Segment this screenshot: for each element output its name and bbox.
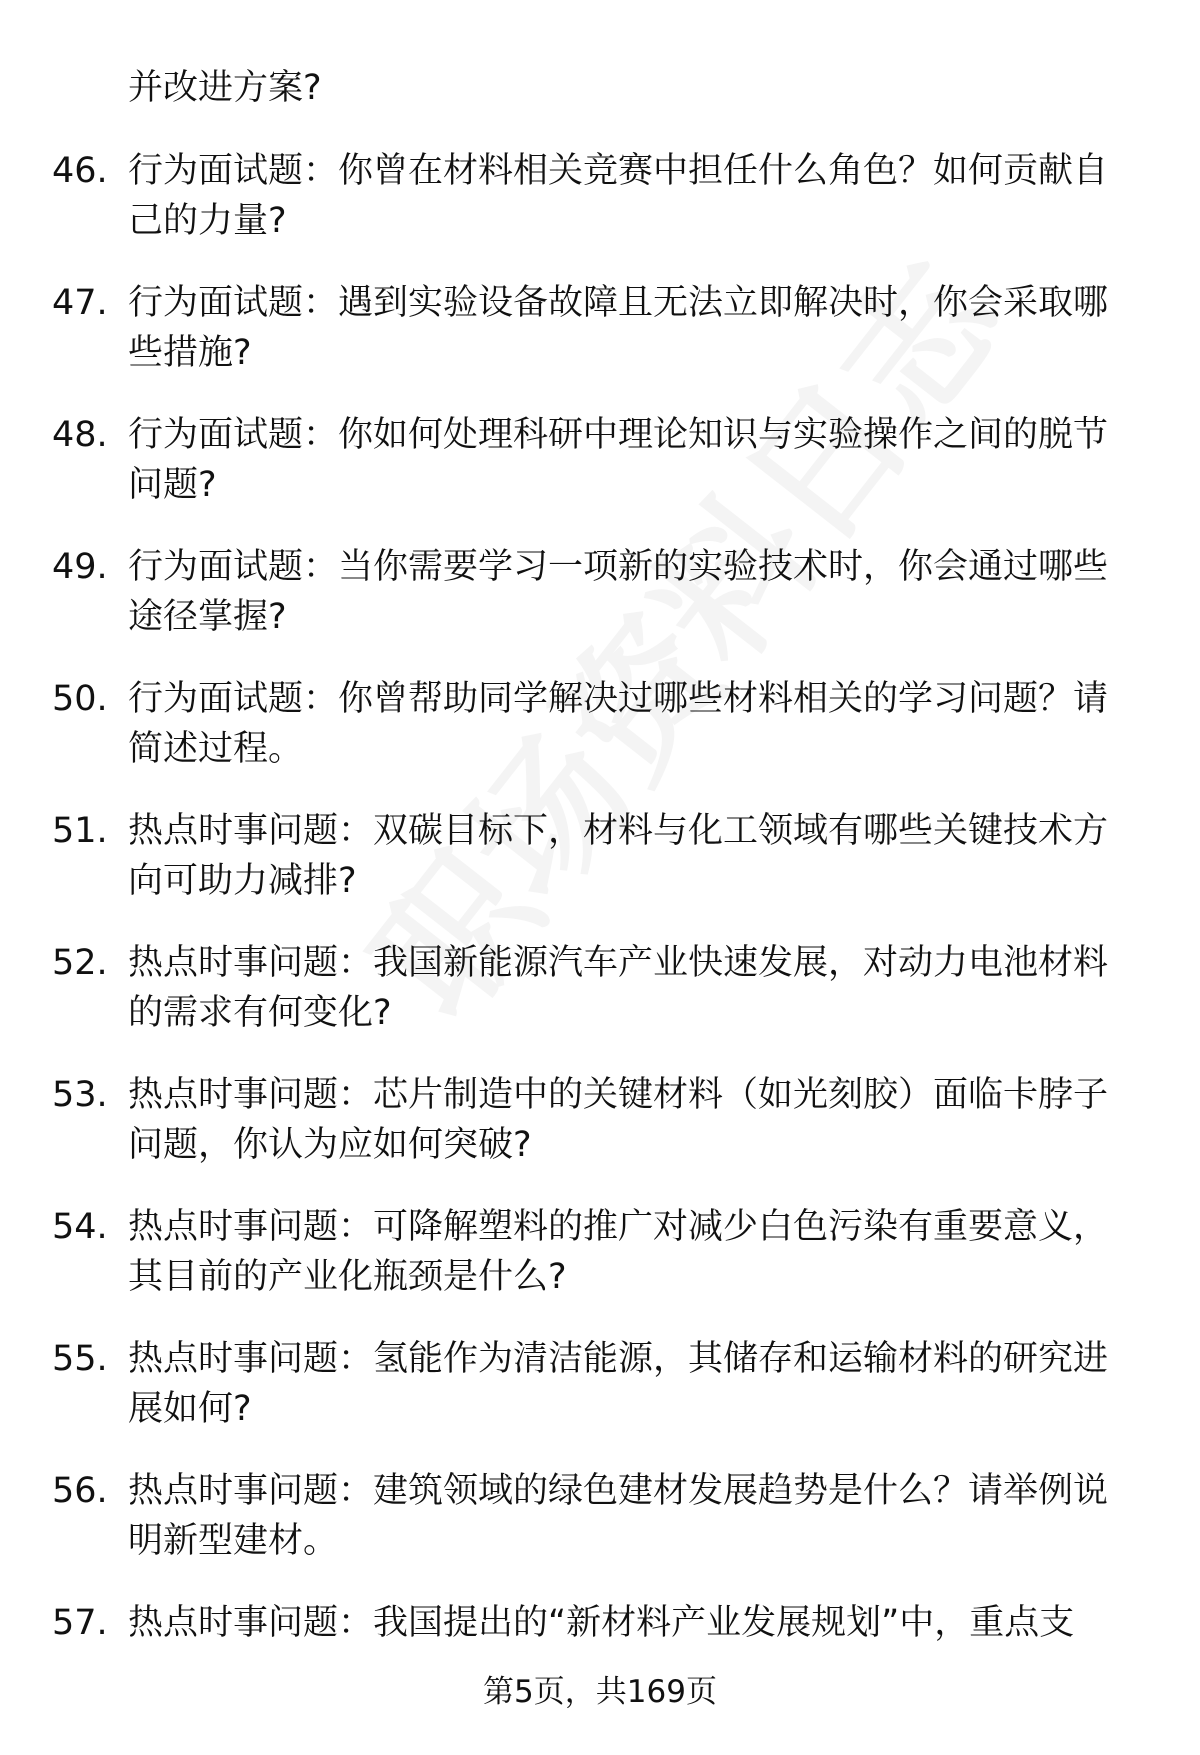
page-footer: 第5页，共169页 — [483, 1674, 717, 1710]
question-text: 热点时事问题：氢能作为清洁能源，其储存和运输材料的研究进展如何? — [128, 1339, 1109, 1429]
question-item — [0, 674, 1200, 774]
question-item — [0, 278, 1200, 378]
question-item — [0, 938, 1200, 1038]
question-number: 52. — [52, 943, 108, 983]
question-number: 53. — [52, 1075, 108, 1115]
question-number: 57. — [52, 1603, 108, 1643]
question-text: 行为面试题：你曾帮助同学解决过哪些材料相关的学习问题？请简述过程。 — [128, 679, 1109, 769]
question-number: 47. — [52, 283, 108, 323]
question-item — [0, 806, 1200, 906]
question-list — [0, 146, 1200, 1730]
question-number: 51. — [52, 811, 108, 851]
question-number: 55. — [52, 1339, 108, 1379]
question-number: 50. — [52, 679, 108, 719]
question-text: 行为面试题：你曾在材料相关竞赛中担任什么角色？如何贡献自己的力量? — [128, 151, 1109, 241]
question-item — [0, 146, 1200, 246]
question-item — [0, 1202, 1200, 1302]
question-text: 热点时事问题：可降解塑料的推广对减少白色污染有重要意义，其目前的产业化瓶颈是什么? — [128, 1207, 1109, 1297]
question-number: 54. — [52, 1207, 108, 1247]
question-text: 热点时事问题：双碳目标下，材料与化工领域有哪些关键技术方向可助力减排? — [128, 811, 1109, 901]
question-number: 48. — [52, 415, 108, 455]
question-text: 行为面试题：当你需要学习一项新的实验技术时，你会通过哪些途径掌握? — [128, 547, 1109, 637]
question-text: 行为面试题：遇到实验设备故障且无法立即解决时，你会采取哪些措施? — [128, 283, 1109, 373]
question-text: 热点时事问题：我国提出的“新材料产业发展规划”中，重点支 — [128, 1603, 1075, 1643]
question-text: 热点时事问题：芯片制造中的关键材料（如光刻胶）面临卡脖子问题，你认为应如何突破? — [128, 1075, 1109, 1165]
question-item — [0, 542, 1200, 642]
question-text: 热点时事问题：我国新能源汽车产业快速发展，对动力电池材料的需求有何变化? — [128, 943, 1109, 1033]
question-item — [0, 1466, 1200, 1566]
question-item — [0, 1334, 1200, 1434]
question-item — [0, 1070, 1200, 1170]
question-number: 49. — [52, 547, 108, 587]
question-text: 热点时事问题：建筑领域的绿色建材发展趋势是什么？请举例说明新型建材。 — [128, 1471, 1109, 1561]
question-item — [0, 410, 1200, 510]
question-number: 46. — [52, 151, 108, 191]
question-number: 56. — [52, 1471, 108, 1511]
question-text: 行为面试题：你如何处理科研中理论知识与实验操作之间的脱节问题? — [128, 415, 1109, 505]
continuation-text: 并改进方案? — [128, 68, 322, 108]
